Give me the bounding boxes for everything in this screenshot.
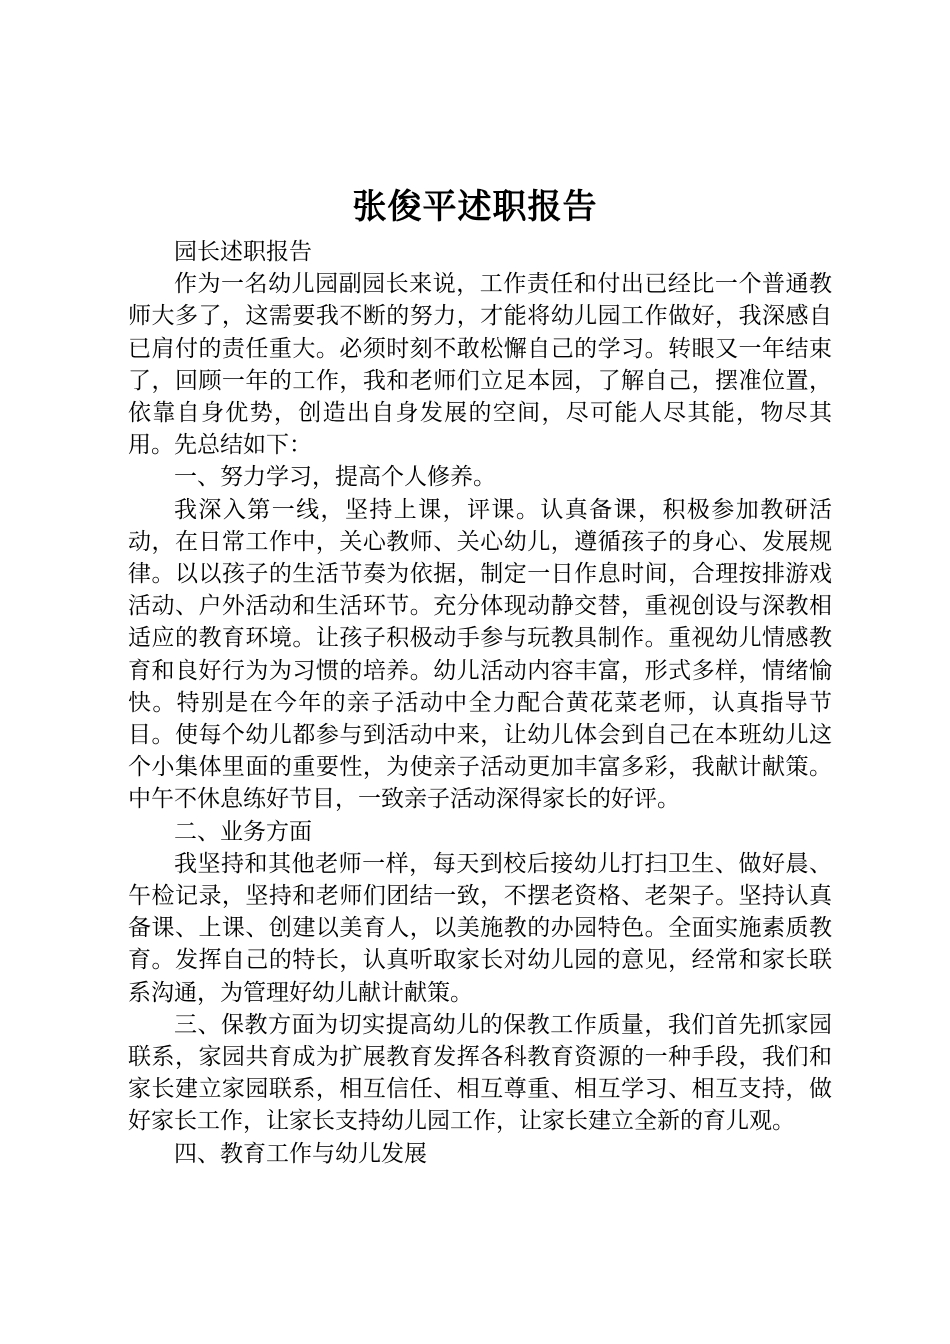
paragraph-section-2: 我坚持和其他老师一样，每天到校后接幼儿打扫卫生、做好晨、午检记录，坚持和老师们团结一致，不摆老资格、老架子。坚持认真备课、上课、创建以美育人，以美施教的办园特色。全面实施素质教育。发挥自己的特长，认真听取家长对幼儿园的意见，经常和家长联系沟通，为管理好幼儿献计献策。 bbox=[128, 850, 832, 1006]
section-heading-4: 四、教育工作与幼儿发展 bbox=[174, 1140, 427, 1167]
document-title: 张俊平述职报告 bbox=[352, 187, 598, 227]
paragraph-intro: 作为一名幼儿园副园长来说，工作责任和付出已经比一个普通教师大多了，这需要我不断的努力，才能将幼儿园工作做好，我深感自已肩付的责任重大。必须时刻不敢松懈自己的学习。转眼又一年结束了，回顾一年的工作，我和老师们立足本园，了解自己，摆准位置，依靠自身优势，创造出自身发展的空间，尽可能人尽其能，物尽其用。先总结如下： bbox=[128, 271, 832, 459]
section-heading-1: 一、努力学习，提高个人修养。 bbox=[174, 464, 496, 491]
document-body bbox=[128, 236, 832, 1170]
section-heading-2: 二、业务方面 bbox=[174, 818, 312, 845]
paragraph-section-1: 我深入第一线，坚持上课，评课。认真备课，积极参加教研活动，在日常工作中，关心教师、关心幼儿，遵循孩子的身心、发展规律。以以孩子的生活节奏为依据，制定一日作息时间，合理按排游戏活动、户外活动和生活环节。充分体现动静交替，重视创设与深教相适应的教育环境。让孩子积极动手参与玩教具制作。重视幼儿情感教育和良好行为为习惯的培养。幼儿活动内容丰富，形式多样，情绪愉快。特别是在今年的亲子活动中全力配合黄花菜老师，认真指导节目。使每个幼儿都参与到活动中来，让幼儿体会到自己在本班幼儿这个小集体里面的重要性，为使亲子活动更加丰富多彩，我献计献策。中午不休息练好节目，一致亲子活动深得家长的好评。 bbox=[128, 496, 832, 813]
paragraph-heading: 园长述职报告 bbox=[174, 239, 312, 265]
paragraph-section-3: 三、保教方面为切实提高幼儿的保教工作质量，我们首先抓家园联系，家园共育成为扩展教育发挥各科教育资源的一种手段，我们和家长建立家园联系，相互信任、相互尊重、相互学习、相互支持，做好家长工作，让家长支持幼儿园工作，让家长建立全新的育儿观。 bbox=[128, 1011, 832, 1135]
